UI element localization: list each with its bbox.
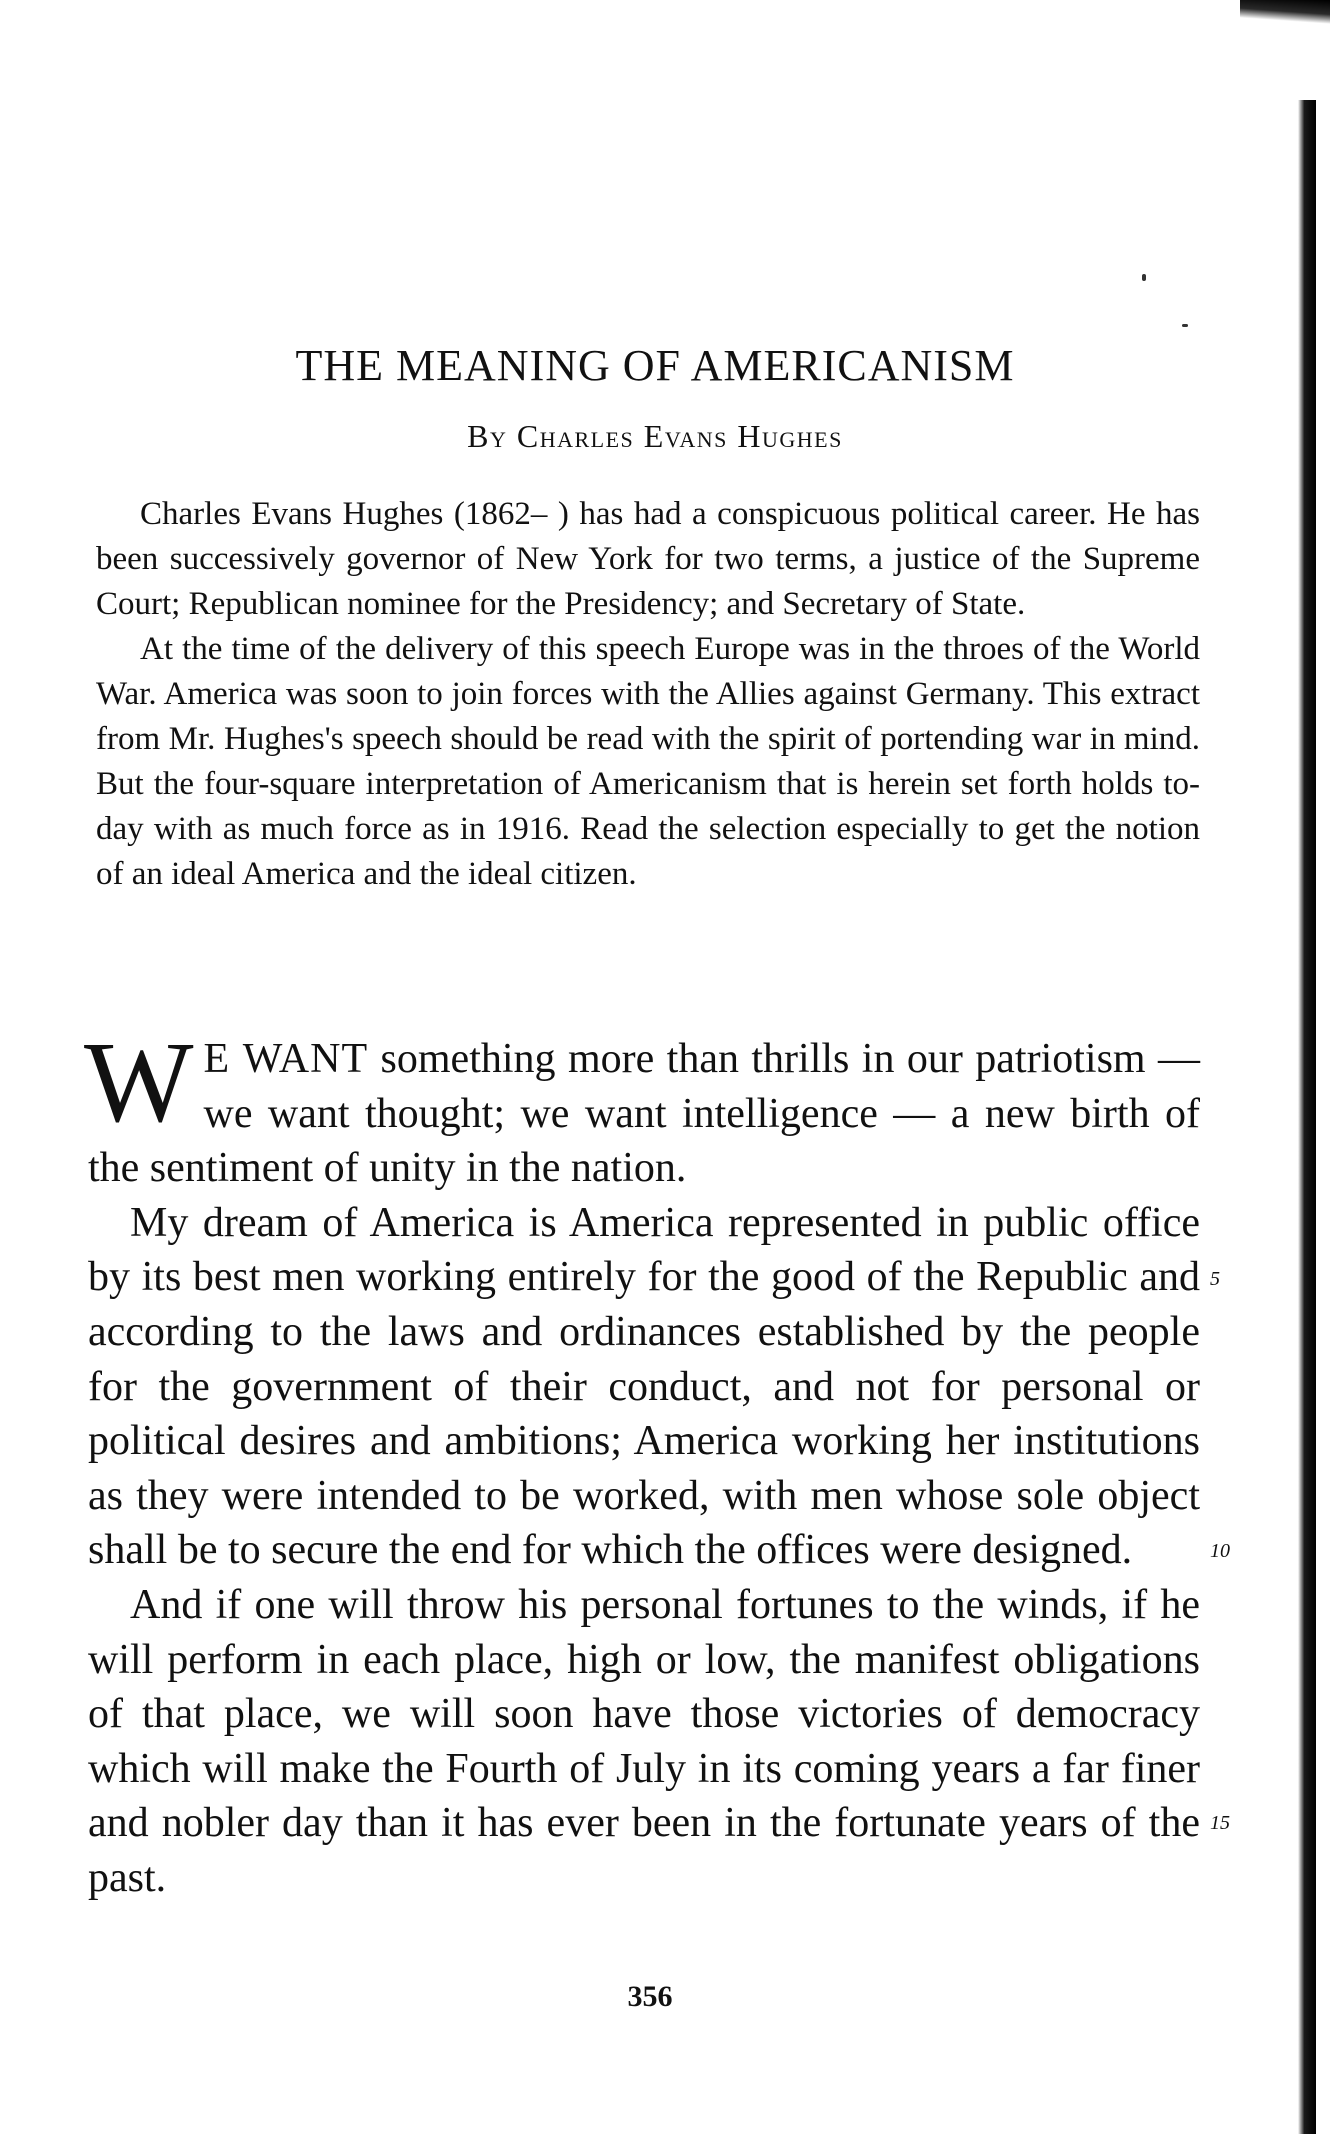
ink-speck [1142,274,1146,281]
page-edge-bar [1298,100,1316,2134]
line-number: 5 [1210,1268,1220,1290]
speech-text [84,1019,1200,1906]
ink-speck [1182,324,1188,327]
page-edge-shadow [1288,0,1330,2134]
page-edge-top [1240,0,1330,24]
page-title: THE MEANING OF AMERICANISM [295,341,1015,390]
line-number: 10 [1210,1540,1230,1562]
author-byline: By Charles Evans Hughes [467,418,843,454]
speech-paragraph [84,1019,1200,1196]
speech-paragraph: And if one will throw his personal fortunes to the winds, if he will perform in each place, high or low, the manifest obligations of that place, we will soon have those victories of democracy which will make the Fourth of July in its coming years a far finer and nobler day than it has ever been in the fortunate years of the past. [88,1581,1200,1901]
intro-paragraph: At the time of the delivery of this speech Europe was in the throes of the World War. America was soon to join forces with the Allies against Germany. This extract from Mr. Hughes's speech should be read with the spirit of portending war in mind. But the four-square interpretation of Americanism that is herein set forth holds to-day with as much force as in 1916. Read the selection especially to get the notion of an ideal America and the ideal citizen. [96,631,1200,892]
speech-paragraph: My dream of America is America represented in public office by its best men working entirely for the good of the Republic and according to the laws and ordinances established by the people for the government of their conduct, and not for personal or political desires and ambitions; America working her institutions as they were intended to be worked, with men whose sole object shall be to secure the end for which the offices were designed. [88,1199,1200,1574]
page-number: 356 [627,1980,673,2013]
intro-paragraph: Charles Evans Hughes (1862– ) has had a conspicuous political career. He has been successively governor of New York for two terms, a justice of the Supreme Court; Republican nominee for the Presidency; and Secretary of State. [96,496,1200,622]
line-number: 15 [1210,1812,1230,1834]
lead-caps: E WANT [203,1036,369,1082]
drop-cap: W [84,1019,194,1147]
speech-paragraph-rest: something more than thrills in our patriotism — we want thought; we want intelligence — a new birth of the sentiment of unity in the nation. [88,1036,1200,1192]
intro-note [96,492,1200,897]
